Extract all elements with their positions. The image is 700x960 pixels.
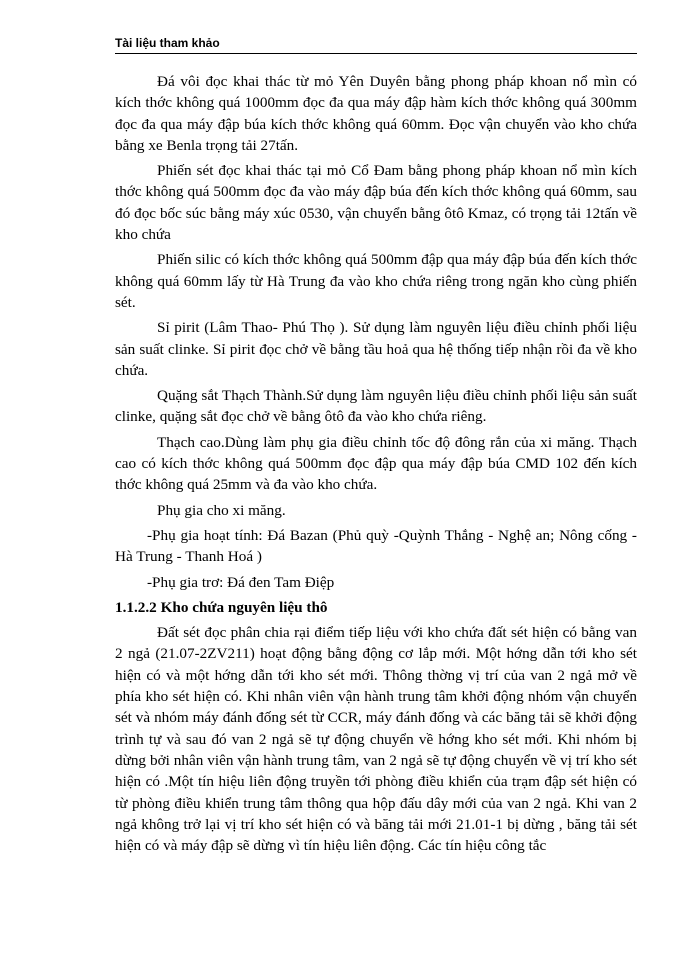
page-header: Tài liệu tham khảo (115, 36, 637, 54)
paragraph-clay-storage: Đất sét đọc phân chia rại điểm tiếp liệu với kho chứa đất sét hiện có bằng van 2 ngả (21.07-2ZV211) hoạt động bằng động cơ lắp mới. Một hớng dẫn tới kho sét hiện có và một hớng dẫn tới kho sét mới. Thông thờng vị trí của van 2 ngả mở về phía kho sét hiện có. Khi nhân viên vận hành trung tâm khởi động nhóm vận chuyển sét và nhóm máy đánh đống sét từ CCR, máy đánh đống và các băng tải sẽ khởi động trình tự và sau đó van 2 ngả sẽ tự động chuyển về hớng kho sét mới. Khi nhóm bị dừng bởi nhân viên vận hành trung tâm, van 2 ngả sẽ tự động chuyển về vị trí kho sét hiện có .Một tín hiệu liên động truyền tới phòng điều khiển của trạm đập sét hiện có từ phòng điều khiển trung tâm thông qua hộp đấu dây mới của van 2 ngả. Khi van 2 ngả không trở lại vị trí kho sét hiện có và băng tải mới 21.01-1 bị dừng , băng tải sét hiện có và máy đập sẽ dừng vì tín hiệu liên động. Các tín hiệu công tắc (115, 624, 637, 855)
paragraph-gypsum: Thạch cao.Dùng làm phụ gia điều chỉnh tốc độ đông rắn của xi măng. Thạch cao có kích thớc không quá 500mm đọc đập qua máy đập búa CMD 102 đến kích thớc không quá 25mm và đa vào kho chứa. (115, 433, 637, 494)
paragraph-additives: Phụ gia cho xi măng. (157, 501, 286, 519)
paragraph-shale: Phiến sét đọc khai thác tại mỏ Cổ Đam bằng phong pháp khoan nổ mìn kích thớc không quá 500mm đọc đa vào máy đập búa đến kích thớc không quá 60mm, sau đó đọc bốc súc bằng máy xúc 0530, vận chuyển bằng ôtô Kmaz, có trọng tải 12tấn về kho chứa (115, 162, 637, 244)
list-item-inert-additive: -Phụ gia trơ: Đá đen Tam Điệp (147, 573, 335, 591)
paragraph-limestone: Đá vôi đọc khai thác từ mỏ Yên Duyên bằng phong pháp khoan nổ mìn có kích thớc không quá 1000mm đọc đa qua máy đập hàm kích thớc không quá 300mm đọc đa qua máy đập búa kích thớc không quá 60mm. Đọc vận chuyển vào kho chứa bằng xe Benla trọng tải 27tấn. (115, 73, 637, 154)
paragraph-silica: Phiến silic có kích thớc không quá 500mm đập qua máy đập búa đến kích thớc không quá 60mm lấy từ Hà Trung đa vào kho chứa riêng trong ngăn kho cùng phiến sét. (115, 251, 637, 311)
document-body (115, 71, 637, 860)
list-item-active-additive: -Phụ gia hoạt tính: Đá Bazan (Phủ quỳ -Quỳnh Thắng - Nghệ an; Nông cống - Hà Trung - Thanh Hoá ) (115, 526, 637, 566)
paragraph-pyrite: Sỉ pirit (Lâm Thao- Phú Thọ ). Sử dụng làm nguyên liệu điều chỉnh phối liệu sản suất clinke. Sỉ pirit đọc chở về bằng tầu hoả qua hệ thống tiếp nhận rồi đa về kho chứa. (115, 319, 637, 379)
paragraph-iron-ore: Quặng sắt Thạch Thành.Sử dụng làm nguyên liệu điều chỉnh phối liệu sản suất clinke, quặng sắt đọc chở về bằng ôtô đa vào kho chứa riêng. (115, 387, 637, 426)
section-heading: 1.1.2.2 Kho chứa nguyên liệu thô (115, 598, 328, 616)
